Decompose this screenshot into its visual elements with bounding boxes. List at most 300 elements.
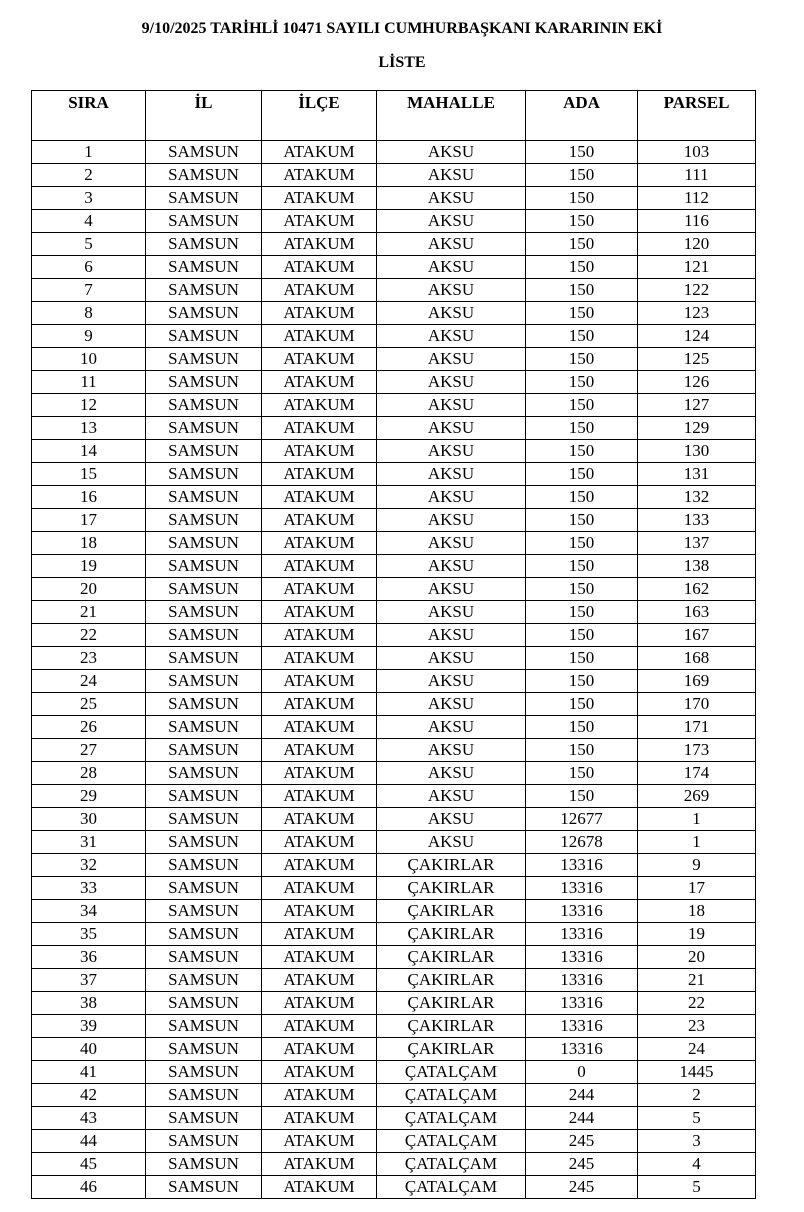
- cell-sira: 8: [32, 302, 146, 325]
- table-row: [32, 256, 756, 279]
- cell-ada: 150: [526, 210, 638, 233]
- cell-sira: 4: [32, 210, 146, 233]
- cell-mahalle: AKSU: [377, 785, 526, 808]
- cell-ada: 150: [526, 394, 638, 417]
- table-row: [32, 371, 756, 394]
- table-row: [32, 1015, 756, 1038]
- cell-parsel: 162: [638, 578, 756, 601]
- cell-mahalle: AKSU: [377, 440, 526, 463]
- cell-sira: 37: [32, 969, 146, 992]
- table-row: [32, 325, 756, 348]
- cell-il: SAMSUN: [146, 923, 262, 946]
- cell-il: SAMSUN: [146, 854, 262, 877]
- cell-sira: 28: [32, 762, 146, 785]
- cell-il: SAMSUN: [146, 394, 262, 417]
- cell-mahalle: ÇAKIRLAR: [377, 992, 526, 1015]
- table-row: [32, 1038, 756, 1061]
- cell-ilce: ATAKUM: [262, 647, 377, 670]
- cell-mahalle: AKSU: [377, 808, 526, 831]
- cell-parsel: 111: [638, 164, 756, 187]
- cell-ilce: ATAKUM: [262, 555, 377, 578]
- cell-il: SAMSUN: [146, 440, 262, 463]
- cell-mahalle: ÇAKIRLAR: [377, 946, 526, 969]
- cell-parsel: 17: [638, 877, 756, 900]
- table-header-row: [32, 91, 756, 141]
- cell-ilce: ATAKUM: [262, 302, 377, 325]
- cell-ilce: ATAKUM: [262, 394, 377, 417]
- cell-ada: 150: [526, 417, 638, 440]
- cell-parsel: 174: [638, 762, 756, 785]
- cell-ada: 12678: [526, 831, 638, 854]
- cell-sira: 32: [32, 854, 146, 877]
- cell-ilce: ATAKUM: [262, 440, 377, 463]
- cell-ilce: ATAKUM: [262, 1130, 377, 1153]
- table-row: [32, 210, 756, 233]
- cell-il: SAMSUN: [146, 233, 262, 256]
- table-row: [32, 946, 756, 969]
- cell-ilce: ATAKUM: [262, 1107, 377, 1130]
- cell-ilce: ATAKUM: [262, 739, 377, 762]
- cell-ada: 12677: [526, 808, 638, 831]
- cell-il: SAMSUN: [146, 946, 262, 969]
- table-row: [32, 762, 756, 785]
- cell-mahalle: AKSU: [377, 302, 526, 325]
- cell-ada: 13316: [526, 946, 638, 969]
- cell-parsel: 1: [638, 808, 756, 831]
- cell-parsel: 167: [638, 624, 756, 647]
- cell-ada: 244: [526, 1107, 638, 1130]
- cell-mahalle: AKSU: [377, 624, 526, 647]
- cell-sira: 13: [32, 417, 146, 440]
- cell-mahalle: AKSU: [377, 739, 526, 762]
- cell-parsel: 2: [638, 1084, 756, 1107]
- cell-mahalle: AKSU: [377, 670, 526, 693]
- cell-il: SAMSUN: [146, 900, 262, 923]
- cell-parsel: 269: [638, 785, 756, 808]
- table-row: [32, 486, 756, 509]
- cell-ilce: ATAKUM: [262, 992, 377, 1015]
- cell-ilce: ATAKUM: [262, 463, 377, 486]
- cell-sira: 11: [32, 371, 146, 394]
- table-row: [32, 624, 756, 647]
- table-row: [32, 1153, 756, 1176]
- table-row: [32, 417, 756, 440]
- cell-sira: 20: [32, 578, 146, 601]
- table-row: [32, 854, 756, 877]
- table-row: [32, 578, 756, 601]
- cell-ada: 245: [526, 1153, 638, 1176]
- table-row: [32, 647, 756, 670]
- cell-parsel: 129: [638, 417, 756, 440]
- table-row: [32, 1084, 756, 1107]
- cell-parsel: 22: [638, 992, 756, 1015]
- cell-ada: 150: [526, 762, 638, 785]
- cell-parsel: 125: [638, 348, 756, 371]
- table-body: [32, 141, 756, 1199]
- cell-mahalle: AKSU: [377, 532, 526, 555]
- cell-ilce: ATAKUM: [262, 877, 377, 900]
- cell-il: SAMSUN: [146, 739, 262, 762]
- cell-ilce: ATAKUM: [262, 693, 377, 716]
- cell-parsel: 168: [638, 647, 756, 670]
- cell-ada: 150: [526, 325, 638, 348]
- cell-mahalle: AKSU: [377, 716, 526, 739]
- cell-il: SAMSUN: [146, 693, 262, 716]
- cell-sira: 38: [32, 992, 146, 1015]
- cell-ilce: ATAKUM: [262, 923, 377, 946]
- cell-mahalle: AKSU: [377, 762, 526, 785]
- cell-ada: 13316: [526, 877, 638, 900]
- cell-sira: 1: [32, 141, 146, 164]
- cell-ada: 150: [526, 141, 638, 164]
- table-row: [32, 233, 756, 256]
- cell-il: SAMSUN: [146, 624, 262, 647]
- cell-parsel: 23: [638, 1015, 756, 1038]
- cell-il: SAMSUN: [146, 1061, 262, 1084]
- cell-il: SAMSUN: [146, 808, 262, 831]
- cell-il: SAMSUN: [146, 762, 262, 785]
- cell-sira: 31: [32, 831, 146, 854]
- cell-ada: 150: [526, 647, 638, 670]
- cell-sira: 43: [32, 1107, 146, 1130]
- cell-sira: 6: [32, 256, 146, 279]
- document-title: 9/10/2025 TARİHLİ 10471 SAYILI CUMHURBAŞKANI KARARININ EKİ: [141, 20, 663, 37]
- cell-parsel: 127: [638, 394, 756, 417]
- cell-il: SAMSUN: [146, 785, 262, 808]
- cell-mahalle: ÇATALÇAM: [377, 1061, 526, 1084]
- cell-parsel: 1445: [638, 1061, 756, 1084]
- cell-parsel: 103: [638, 141, 756, 164]
- cell-parsel: 130: [638, 440, 756, 463]
- cell-il: SAMSUN: [146, 578, 262, 601]
- cell-ilce: ATAKUM: [262, 601, 377, 624]
- cell-parsel: 20: [638, 946, 756, 969]
- cell-parsel: 5: [638, 1176, 756, 1199]
- cell-parsel: 173: [638, 739, 756, 762]
- cell-il: SAMSUN: [146, 1153, 262, 1176]
- cell-mahalle: ÇAKIRLAR: [377, 969, 526, 992]
- cell-mahalle: AKSU: [377, 141, 526, 164]
- cell-sira: 18: [32, 532, 146, 555]
- cell-ilce: ATAKUM: [262, 210, 377, 233]
- cell-ada: 150: [526, 693, 638, 716]
- table-row: [32, 394, 756, 417]
- cell-ada: 150: [526, 440, 638, 463]
- cell-mahalle: ÇAKIRLAR: [377, 923, 526, 946]
- cell-il: SAMSUN: [146, 302, 262, 325]
- cell-parsel: 120: [638, 233, 756, 256]
- cell-parsel: 18: [638, 900, 756, 923]
- cell-mahalle: AKSU: [377, 348, 526, 371]
- cell-il: SAMSUN: [146, 187, 262, 210]
- cell-mahalle: ÇAKIRLAR: [377, 1038, 526, 1061]
- cell-parsel: 133: [638, 509, 756, 532]
- cell-sira: 39: [32, 1015, 146, 1038]
- cell-ada: 150: [526, 578, 638, 601]
- table-row: [32, 141, 756, 164]
- cell-parsel: 170: [638, 693, 756, 716]
- header-ada: ADA: [526, 91, 638, 141]
- cell-ilce: ATAKUM: [262, 256, 377, 279]
- cell-mahalle: AKSU: [377, 555, 526, 578]
- cell-mahalle: AKSU: [377, 325, 526, 348]
- cell-parsel: 116: [638, 210, 756, 233]
- cell-ilce: ATAKUM: [262, 854, 377, 877]
- cell-il: SAMSUN: [146, 1130, 262, 1153]
- cell-il: SAMSUN: [146, 555, 262, 578]
- table-row: [32, 440, 756, 463]
- cell-il: SAMSUN: [146, 601, 262, 624]
- table-row: [32, 164, 756, 187]
- cell-sira: 46: [32, 1176, 146, 1199]
- cell-ada: 150: [526, 348, 638, 371]
- cell-parsel: 126: [638, 371, 756, 394]
- cell-ada: 245: [526, 1176, 638, 1199]
- cell-mahalle: AKSU: [377, 256, 526, 279]
- cell-il: SAMSUN: [146, 1107, 262, 1130]
- cell-ilce: ATAKUM: [262, 969, 377, 992]
- cell-ilce: ATAKUM: [262, 279, 377, 302]
- cell-mahalle: ÇAKIRLAR: [377, 1015, 526, 1038]
- cell-mahalle: AKSU: [377, 417, 526, 440]
- cell-mahalle: AKSU: [377, 578, 526, 601]
- cell-ada: 150: [526, 279, 638, 302]
- cell-il: SAMSUN: [146, 992, 262, 1015]
- document-subtitle: LİSTE: [378, 54, 426, 71]
- cell-ilce: ATAKUM: [262, 164, 377, 187]
- header-sira: SIRA: [32, 91, 146, 141]
- cell-ada: 150: [526, 624, 638, 647]
- cell-sira: 19: [32, 555, 146, 578]
- cell-il: SAMSUN: [146, 371, 262, 394]
- cell-il: SAMSUN: [146, 670, 262, 693]
- cell-mahalle: AKSU: [377, 601, 526, 624]
- table-row: [32, 831, 756, 854]
- cell-sira: 14: [32, 440, 146, 463]
- table-row: [32, 463, 756, 486]
- cell-sira: 40: [32, 1038, 146, 1061]
- cell-ada: 150: [526, 670, 638, 693]
- cell-ada: 150: [526, 601, 638, 624]
- cell-parsel: 138: [638, 555, 756, 578]
- table-row: [32, 348, 756, 371]
- cell-il: SAMSUN: [146, 647, 262, 670]
- header-mahalle: MAHALLE: [377, 91, 526, 141]
- cell-mahalle: AKSU: [377, 164, 526, 187]
- cell-ada: 150: [526, 532, 638, 555]
- cell-ilce: ATAKUM: [262, 486, 377, 509]
- cell-ilce: ATAKUM: [262, 785, 377, 808]
- cell-ada: 13316: [526, 900, 638, 923]
- cell-ada: 150: [526, 233, 638, 256]
- cell-sira: 5: [32, 233, 146, 256]
- cell-ada: 150: [526, 302, 638, 325]
- table-row: [32, 601, 756, 624]
- cell-sira: 45: [32, 1153, 146, 1176]
- cell-sira: 26: [32, 716, 146, 739]
- table-row: [32, 532, 756, 555]
- cell-ilce: ATAKUM: [262, 1176, 377, 1199]
- table-row: [32, 693, 756, 716]
- cell-mahalle: ÇATALÇAM: [377, 1153, 526, 1176]
- cell-ada: 150: [526, 256, 638, 279]
- cell-il: SAMSUN: [146, 325, 262, 348]
- cell-parsel: 21: [638, 969, 756, 992]
- cell-sira: 12: [32, 394, 146, 417]
- cell-mahalle: AKSU: [377, 486, 526, 509]
- cell-il: SAMSUN: [146, 164, 262, 187]
- cell-sira: 23: [32, 647, 146, 670]
- cell-parsel: 137: [638, 532, 756, 555]
- cell-sira: 30: [32, 808, 146, 831]
- cell-mahalle: AKSU: [377, 233, 526, 256]
- cell-il: SAMSUN: [146, 1015, 262, 1038]
- cell-sira: 22: [32, 624, 146, 647]
- cell-sira: 3: [32, 187, 146, 210]
- cell-ilce: ATAKUM: [262, 348, 377, 371]
- cell-il: SAMSUN: [146, 486, 262, 509]
- cell-ilce: ATAKUM: [262, 371, 377, 394]
- cell-il: SAMSUN: [146, 532, 262, 555]
- cell-parsel: 169: [638, 670, 756, 693]
- cell-sira: 7: [32, 279, 146, 302]
- cell-sira: 24: [32, 670, 146, 693]
- cell-il: SAMSUN: [146, 279, 262, 302]
- cell-ilce: ATAKUM: [262, 141, 377, 164]
- cell-ilce: ATAKUM: [262, 578, 377, 601]
- cell-il: SAMSUN: [146, 1176, 262, 1199]
- cell-ada: 150: [526, 555, 638, 578]
- cell-mahalle: ÇAKIRLAR: [377, 877, 526, 900]
- table-row: [32, 739, 756, 762]
- cell-il: SAMSUN: [146, 831, 262, 854]
- cell-ilce: ATAKUM: [262, 1038, 377, 1061]
- cell-sira: 33: [32, 877, 146, 900]
- cell-ada: 150: [526, 486, 638, 509]
- cell-ilce: ATAKUM: [262, 831, 377, 854]
- cell-parsel: 5: [638, 1107, 756, 1130]
- cell-ilce: ATAKUM: [262, 946, 377, 969]
- cell-ada: 150: [526, 187, 638, 210]
- cell-mahalle: ÇATALÇAM: [377, 1176, 526, 1199]
- header-ilce: İLÇE: [262, 91, 377, 141]
- cell-il: SAMSUN: [146, 877, 262, 900]
- cell-mahalle: AKSU: [377, 371, 526, 394]
- table-row: [32, 808, 756, 831]
- cell-parsel: 123: [638, 302, 756, 325]
- cell-sira: 44: [32, 1130, 146, 1153]
- cell-ada: 0: [526, 1061, 638, 1084]
- cell-ada: 13316: [526, 1015, 638, 1038]
- cell-il: SAMSUN: [146, 417, 262, 440]
- parcel-list-table: [31, 90, 756, 1199]
- cell-il: SAMSUN: [146, 509, 262, 532]
- cell-mahalle: AKSU: [377, 279, 526, 302]
- cell-sira: 9: [32, 325, 146, 348]
- cell-parsel: 24: [638, 1038, 756, 1061]
- cell-il: SAMSUN: [146, 256, 262, 279]
- cell-sira: 17: [32, 509, 146, 532]
- table-row: [32, 992, 756, 1015]
- cell-ada: 13316: [526, 854, 638, 877]
- cell-parsel: 112: [638, 187, 756, 210]
- cell-ada: 150: [526, 164, 638, 187]
- cell-il: SAMSUN: [146, 1084, 262, 1107]
- cell-ilce: ATAKUM: [262, 762, 377, 785]
- cell-mahalle: AKSU: [377, 463, 526, 486]
- cell-ada: 150: [526, 716, 638, 739]
- cell-ilce: ATAKUM: [262, 808, 377, 831]
- table-row: [32, 670, 756, 693]
- cell-parsel: 4: [638, 1153, 756, 1176]
- table-row: [32, 555, 756, 578]
- cell-parsel: 131: [638, 463, 756, 486]
- table-row: [32, 1176, 756, 1199]
- cell-mahalle: ÇATALÇAM: [377, 1107, 526, 1130]
- table-row: [32, 923, 756, 946]
- cell-il: SAMSUN: [146, 1038, 262, 1061]
- cell-ilce: ATAKUM: [262, 716, 377, 739]
- cell-ilce: ATAKUM: [262, 1153, 377, 1176]
- cell-mahalle: AKSU: [377, 509, 526, 532]
- cell-sira: 29: [32, 785, 146, 808]
- cell-parsel: 1: [638, 831, 756, 854]
- table-row: [32, 785, 756, 808]
- cell-ilce: ATAKUM: [262, 233, 377, 256]
- table-row: [32, 716, 756, 739]
- cell-ilce: ATAKUM: [262, 187, 377, 210]
- cell-ilce: ATAKUM: [262, 325, 377, 348]
- cell-ada: 150: [526, 509, 638, 532]
- cell-parsel: 3: [638, 1130, 756, 1153]
- cell-sira: 35: [32, 923, 146, 946]
- cell-mahalle: ÇAKIRLAR: [377, 900, 526, 923]
- table-row: [32, 1130, 756, 1153]
- cell-sira: 34: [32, 900, 146, 923]
- cell-sira: 36: [32, 946, 146, 969]
- cell-sira: 2: [32, 164, 146, 187]
- cell-ilce: ATAKUM: [262, 1061, 377, 1084]
- cell-il: SAMSUN: [146, 141, 262, 164]
- table-row: [32, 187, 756, 210]
- cell-ilce: ATAKUM: [262, 624, 377, 647]
- cell-parsel: 9: [638, 854, 756, 877]
- cell-mahalle: AKSU: [377, 647, 526, 670]
- cell-parsel: 124: [638, 325, 756, 348]
- table-row: [32, 1107, 756, 1130]
- cell-sira: 15: [32, 463, 146, 486]
- cell-ilce: ATAKUM: [262, 417, 377, 440]
- cell-ada: 150: [526, 463, 638, 486]
- table-row: [32, 877, 756, 900]
- cell-sira: 27: [32, 739, 146, 762]
- cell-mahalle: ÇATALÇAM: [377, 1084, 526, 1107]
- cell-ilce: ATAKUM: [262, 670, 377, 693]
- cell-sira: 16: [32, 486, 146, 509]
- header-il: İL: [146, 91, 262, 141]
- cell-parsel: 121: [638, 256, 756, 279]
- cell-il: SAMSUN: [146, 463, 262, 486]
- cell-il: SAMSUN: [146, 348, 262, 371]
- cell-ada: 13316: [526, 969, 638, 992]
- cell-il: SAMSUN: [146, 969, 262, 992]
- table-row: [32, 900, 756, 923]
- cell-ada: 13316: [526, 1038, 638, 1061]
- cell-mahalle: ÇATALÇAM: [377, 1130, 526, 1153]
- table-row: [32, 302, 756, 325]
- cell-mahalle: AKSU: [377, 210, 526, 233]
- cell-ada: 13316: [526, 992, 638, 1015]
